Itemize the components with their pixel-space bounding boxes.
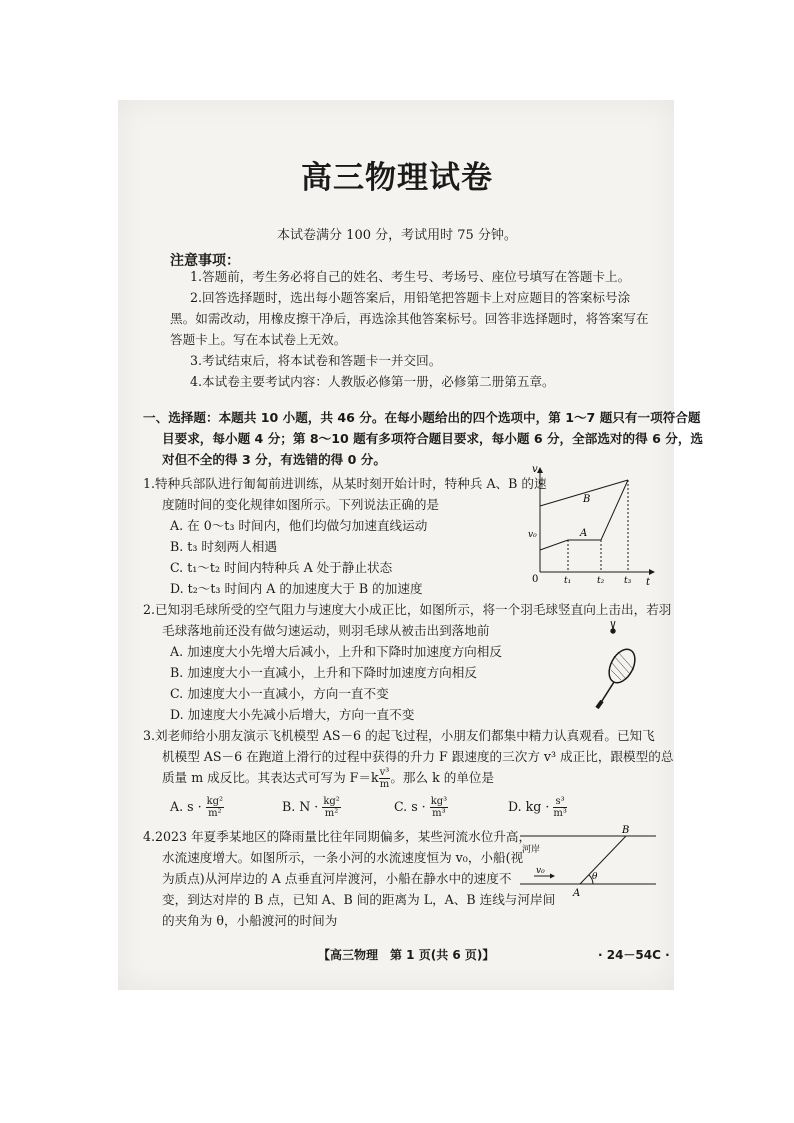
q3-option-b <box>282 796 341 819</box>
label-v0: v₀ <box>536 866 545 876</box>
q1-option-a: A. 在 0～t₃ 时间内，他们均做匀加速直线运动 <box>170 518 428 533</box>
unit-numerator: kg² <box>323 796 340 807</box>
option-prefix: D. kg · <box>508 799 550 814</box>
shuttlecock-feathers <box>611 621 615 629</box>
label-theta: θ <box>592 872 598 882</box>
q4-stem: 的夹角为 θ，小船渡河的时间为 <box>162 913 338 928</box>
line-a <box>540 480 628 550</box>
racket-shaft <box>600 682 614 704</box>
label-t3: t₃ <box>624 576 632 586</box>
q3-stem-formula-line <box>162 767 494 790</box>
label-v0: v₀ <box>528 530 537 540</box>
label-t1: t₁ <box>564 576 572 586</box>
label-b: B <box>583 494 591 505</box>
q1-vt-graph <box>528 464 658 586</box>
section-instruction: 目要求，每小题 4 分；第 8～10 题有多项符合题目要求，每小题 6 分，全部选对的得 6 分，选 <box>162 431 704 446</box>
section-instruction: 一、选择题：本题共 10 小题，共 46 分。在每小题给出的四个选项中，第 1～7 题只有一项符合题 <box>143 410 701 425</box>
option-prefix: A. s · <box>170 799 202 814</box>
footer-page-info: 【高三物理 第 1 页(共 6 页)】 <box>318 948 495 962</box>
label-t2: t₂ <box>597 576 605 586</box>
formula-denominator: m <box>379 779 390 790</box>
unit-denominator: m³ <box>553 808 567 819</box>
q3-line-prefix: 质量 m 成反比。其表达式可写为 F＝k <box>162 770 379 785</box>
q3-option-d <box>508 796 567 819</box>
unit-numerator: kg² <box>206 796 224 807</box>
q4-stem: 变，到达对岸的 B 点，已知 A、B 间的距离为 L，A、B 连线与河岸间 <box>162 892 556 907</box>
shuttlecock-head <box>611 629 615 633</box>
notice-line: 1.答题前，考生务必将自己的姓名、考生号、考场号、座位号填写在答题卡上。 <box>190 269 631 284</box>
option-prefix: B. N · <box>282 799 319 814</box>
current-arrow-head <box>550 874 555 879</box>
q1-option-c: C. t₁～t₂ 时间内特种兵 A 处于静止状态 <box>170 560 393 575</box>
unit-numerator: kg³ <box>430 796 448 807</box>
unit-denominator: m² <box>324 808 339 819</box>
unit-fraction <box>553 796 567 819</box>
q3-stem: 3.刘老师给小朋友演示飞机模型 AS－6 的起飞过程，小朋友们都集中精力认真观看。已知飞 <box>143 728 655 743</box>
label-a: A <box>573 888 581 899</box>
t-arrow <box>649 569 655 575</box>
section-instruction: 对但不全的得 3 分，有选错的得 0 分。 <box>162 452 386 467</box>
racket-head <box>604 645 640 687</box>
q4-stem: 4.2023 年夏季某地区的降雨量比往年同期偏多，某些河流水位升高， <box>143 829 532 844</box>
label-origin: 0 <box>532 574 539 585</box>
notice-line: 答题卡上。写在本试卷上无效。 <box>170 332 347 347</box>
river-crossing-diagram <box>518 822 658 902</box>
unit-denominator: m² <box>208 808 222 819</box>
q2-option-b: B. 加速度大小一直减小，上升和下降时加速度方向相反 <box>170 665 477 680</box>
option-prefix: C. s · <box>394 799 426 814</box>
label-v: v <box>532 464 538 475</box>
path-ab <box>580 836 626 884</box>
v-arrow <box>537 467 543 473</box>
racket-strings <box>611 652 634 680</box>
q1-stem: 度随时间的变化规律如图所示。下列说法正确的是 <box>162 497 440 512</box>
unit-denominator: m³ <box>432 808 446 819</box>
notice-line: 3.考试结束后，将本试卷和答题卡一并交回。 <box>190 353 442 368</box>
label-t: t <box>646 577 651 586</box>
racket-grip <box>597 701 602 708</box>
q3-option-c <box>394 796 448 819</box>
q3-option-a <box>170 796 224 819</box>
q2-option-a: A. 加速度大小先增大后减小，上升和下降时加速度方向相反 <box>170 644 502 659</box>
label-bank: 河岸 <box>522 845 541 855</box>
label-b: B <box>622 825 630 836</box>
formula-fraction <box>379 767 391 790</box>
notice-line: 2.回答选择题时，选出每小题答案后，用铅笔把答题卡上对应题目的答案标号涂 <box>190 290 631 305</box>
q3-stem: 机模型 AS－6 在跑道上滑行的过程中获得的升力 F 跟速度的三次方 v³ 成正比，跟模型的总 <box>162 749 674 764</box>
q4-stem: 为质点)从河岸边的 A 点垂直河岸渡河，小船在静水中的速度不 <box>162 871 512 886</box>
badminton-racket-icon <box>592 618 646 710</box>
unit-fraction <box>206 796 224 819</box>
q1-option-b: B. t₃ 时刻两人相遇 <box>170 539 277 554</box>
page-title: 高三物理试卷 <box>301 160 493 196</box>
q1-option-d: D. t₂～t₃ 时间内 A 的加速度大于 B 的加速度 <box>170 581 423 596</box>
q1-stem: 1.特种兵部队进行匍匐前进训练，从某时刻开始计时，特种兵 A、B 的速 <box>143 476 547 491</box>
notice-heading: 注意事项： <box>170 253 240 269</box>
q2-stem: 2.已知羽毛球所受的空气阻力与速度大小成正比，如图所示，将一个羽毛球竖直向上击出，若羽 <box>143 602 672 617</box>
formula-numerator: v³ <box>379 767 390 778</box>
footer-code: · 24－54C · <box>598 948 670 962</box>
q2-stem: 毛球落地前还没有做匀速运动，则羽毛球从被击出到落地前 <box>162 623 490 638</box>
unit-fraction <box>430 796 448 819</box>
unit-numerator: s³ <box>553 796 567 808</box>
label-a: A <box>580 528 588 539</box>
q2-option-c: C. 加速度大小一直减小，方向一直不变 <box>170 686 389 701</box>
q3-line-suffix: 。那么 k 的单位是 <box>390 770 495 785</box>
unit-fraction <box>322 796 340 819</box>
notice-line: 4.本试卷主要考试内容：人教版必修第一册，必修第二册第五章。 <box>190 374 555 389</box>
q4-stem: 水流速度增大。如图所示，一条小河的水流速度恒为 v₀，小船(视 <box>162 850 524 865</box>
exam-subtitle: 本试卷满分 100 分，考试用时 75 分钟。 <box>277 228 517 243</box>
notice-line: 黑。如需改动，用橡皮擦干净后，再选涂其他答案标号。回答非选择题时，将答案写在 <box>170 311 649 326</box>
q2-option-d: D. 加速度大小先减小后增大，方向一直不变 <box>170 707 415 722</box>
